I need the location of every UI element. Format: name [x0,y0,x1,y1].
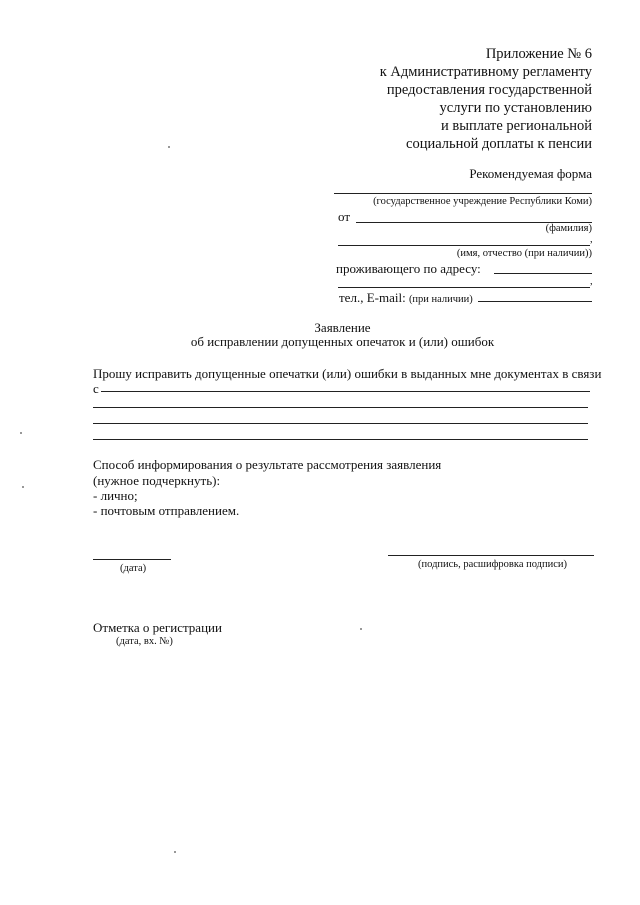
header-line-2: предоставления государственной [386,82,592,98]
reason-line-4 [93,439,588,440]
phone-line [478,301,592,302]
scan-speck [168,146,170,148]
notification-title: Способ информирования о результате рассмотрения заявления [93,457,442,472]
scan-speck [22,486,24,488]
phone-hint: (при наличии) [408,294,473,305]
form-note: Рекомендуемая форма [469,166,592,181]
statement-subtitle: об исправлении допущенных опечаток и (или) ошибок [190,334,495,349]
notification-hint: (нужное подчеркнуть): [93,473,221,488]
registration-label: Отметка о регистрации [93,620,222,635]
signature-hint: (подпись, расшифровка подписи) [418,559,568,570]
address-line-2 [338,287,590,288]
phone-label-text: тел., E-mail: [339,290,406,305]
name-line [338,245,590,246]
request-text: Прошу исправить допущенные опечатки (или) ошибки в выданных мне документах в связи [93,366,602,381]
with-label: с [93,381,99,396]
scan-speck [174,851,176,853]
notification-option-personal: - лично; [93,488,138,503]
scan-speck [20,432,22,434]
surname-hint: (фамилия) [545,223,592,234]
phone-label [339,290,473,306]
notification-option-mail: - почтовым отправлением. [93,503,240,518]
from-label: от [338,209,351,224]
header-line-3: услуги по установлению [439,100,592,116]
header-line-1: к Административному регламенту [379,64,592,80]
statement-title: Заявление [314,320,371,335]
comma-mark-2: , [590,276,593,287]
appendix-title: Приложение № 6 [485,46,592,62]
scan-speck [360,628,362,630]
reason-line-2 [93,407,588,408]
comma-mark: , [590,234,593,245]
institution-line [334,193,592,194]
signature-line [388,555,594,556]
institution-hint: (государственное учреждение Республики Коми) [373,196,592,207]
registration-hint: (дата, вх. №) [116,636,173,647]
reason-line-3 [93,423,588,424]
header-line-5: социальной доплаты к пенсии [406,136,592,152]
date-hint: (дата) [120,563,147,574]
reason-line-1 [101,391,590,392]
address-label: проживающего по адресу: [336,261,481,276]
header-line-4: и выплате региональной [440,118,592,134]
date-line [93,559,171,560]
address-line-1 [494,273,592,274]
name-hint: (имя, отчество (при наличии)) [456,248,592,259]
